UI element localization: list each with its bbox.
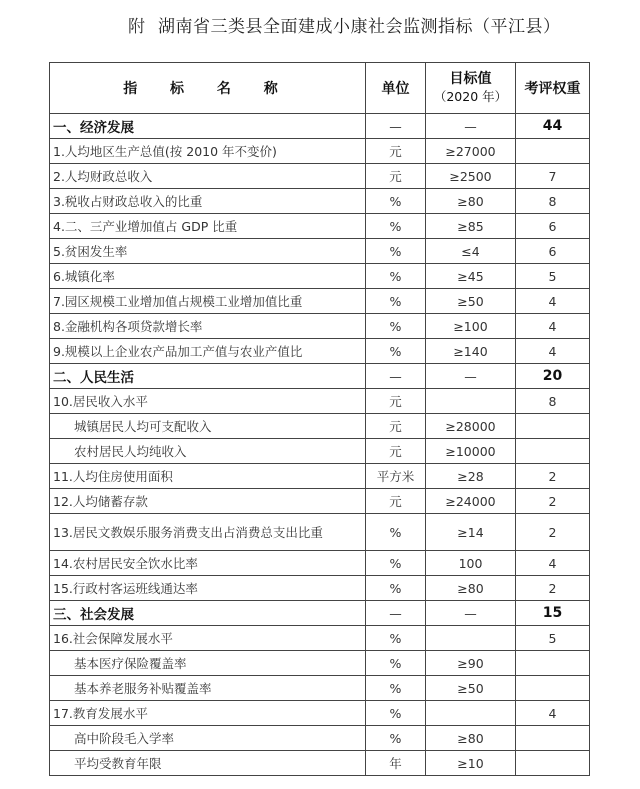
indicator-cell: 1.人均地区生产总值(按 2010 年不变价)	[50, 139, 366, 164]
target-cell: 100	[426, 551, 516, 576]
indicator-cell: 9.规模以上企业农产品加工产值与农业产值比	[50, 339, 366, 364]
weight-cell	[516, 414, 590, 439]
indicator-cell: 3.税收占财政总收入的比重	[50, 189, 366, 214]
target-cell: ≥14	[426, 514, 516, 551]
weight-cell: 2	[516, 514, 590, 551]
unit-cell: 元	[366, 164, 426, 189]
weight-cell	[516, 751, 590, 776]
table-row	[50, 701, 590, 726]
weight-cell: 4	[516, 551, 590, 576]
target-cell: ≥28000	[426, 414, 516, 439]
indicator-cell: 7.园区规模工业增加值占规模工业增加值比重	[50, 289, 366, 314]
table-row	[50, 164, 590, 189]
unit-cell: %	[366, 189, 426, 214]
header-weight: 考评权重	[516, 63, 590, 114]
target-cell: ≥140	[426, 339, 516, 364]
weight-cell	[516, 676, 590, 701]
weight-cell: 2	[516, 464, 590, 489]
title-text: 湖南省三类县全面建成小康社会监测指标（平江县）	[158, 17, 561, 37]
unit-cell: %	[366, 314, 426, 339]
indicator-cell: 4.二、三产业增加值占 GDP 比重	[50, 214, 366, 239]
table-row	[50, 339, 590, 364]
unit-cell: 元	[366, 389, 426, 414]
table-row	[50, 576, 590, 601]
header-target	[426, 63, 516, 114]
weight-cell: 2	[516, 576, 590, 601]
indicator-cell: 11.人均住房使用面积	[50, 464, 366, 489]
unit-cell: %	[366, 264, 426, 289]
target-cell: ≥28	[426, 464, 516, 489]
indicator-cell: 10.居民收入水平	[50, 389, 366, 414]
header-unit: 单位	[366, 63, 426, 114]
weight-cell: 5	[516, 264, 590, 289]
weight-cell: 15	[516, 601, 590, 626]
unit-cell: 元	[366, 439, 426, 464]
table-row	[50, 651, 590, 676]
unit-cell: 元	[366, 489, 426, 514]
weight-cell: 8	[516, 389, 590, 414]
unit-cell: %	[366, 676, 426, 701]
weight-cell: 6	[516, 239, 590, 264]
section-row	[50, 601, 590, 626]
indicator-cell: 15.行政村客运班线通达率	[50, 576, 366, 601]
target-cell: ≥90	[426, 651, 516, 676]
header-target-line1: 目标值	[449, 71, 492, 87]
unit-cell: %	[366, 514, 426, 551]
table-row	[50, 464, 590, 489]
indicator-cell: 6.城镇化率	[50, 264, 366, 289]
indicator-cell: 16.社会保障发展水平	[50, 626, 366, 651]
target-cell: ≥80	[426, 576, 516, 601]
weight-cell: 44	[516, 114, 590, 139]
target-cell	[426, 389, 516, 414]
document-title	[0, 12, 640, 42]
target-cell: ≥100	[426, 314, 516, 339]
indicator-cell: 17.教育发展水平	[50, 701, 366, 726]
table-row	[50, 414, 590, 439]
weight-cell: 4	[516, 289, 590, 314]
target-cell: ≥45	[426, 264, 516, 289]
weight-cell: 8	[516, 189, 590, 214]
weight-cell: 2	[516, 489, 590, 514]
weight-cell	[516, 651, 590, 676]
target-cell: ≥10	[426, 751, 516, 776]
table-row	[50, 314, 590, 339]
indicator-cell: 三、社会发展	[50, 601, 366, 626]
indicator-cell: 基本医疗保险覆盖率	[50, 651, 366, 676]
target-cell: —	[426, 114, 516, 139]
indicator-cell: 基本养老服务补贴覆盖率	[50, 676, 366, 701]
weight-cell: 20	[516, 364, 590, 389]
indicator-cell: 一、经济发展	[50, 114, 366, 139]
indicator-table	[49, 62, 590, 776]
weight-cell: 4	[516, 701, 590, 726]
indicator-cell: 二、人民生活	[50, 364, 366, 389]
target-cell: ≥2500	[426, 164, 516, 189]
unit-cell: %	[366, 726, 426, 751]
target-cell: ≥10000	[426, 439, 516, 464]
table-row	[50, 514, 590, 551]
target-cell	[426, 701, 516, 726]
table-row	[50, 289, 590, 314]
target-cell: ≥27000	[426, 139, 516, 164]
section-row	[50, 114, 590, 139]
weight-cell: 4	[516, 314, 590, 339]
table-row	[50, 676, 590, 701]
table-row	[50, 726, 590, 751]
header-target-line2: （2020 年）	[433, 89, 508, 104]
unit-cell: —	[366, 601, 426, 626]
unit-cell: %	[366, 551, 426, 576]
target-cell: ≤4	[426, 239, 516, 264]
unit-cell: —	[366, 364, 426, 389]
target-cell: ≥85	[426, 214, 516, 239]
indicator-cell: 8.金融机构各项贷款增长率	[50, 314, 366, 339]
indicator-cell: 平均受教育年限	[50, 751, 366, 776]
weight-cell	[516, 139, 590, 164]
table-row	[50, 489, 590, 514]
target-cell: ≥50	[426, 289, 516, 314]
indicator-cell: 12.人均储蓄存款	[50, 489, 366, 514]
indicator-cell: 14.农村居民安全饮水比率	[50, 551, 366, 576]
table-row	[50, 389, 590, 414]
table-row	[50, 264, 590, 289]
target-cell: —	[426, 364, 516, 389]
indicator-cell: 城镇居民人均可支配收入	[50, 414, 366, 439]
target-cell: ≥50	[426, 676, 516, 701]
indicator-cell: 农村居民人均纯收入	[50, 439, 366, 464]
unit-cell: %	[366, 339, 426, 364]
table-row	[50, 239, 590, 264]
target-cell: ≥24000	[426, 489, 516, 514]
unit-cell: —	[366, 114, 426, 139]
table-row	[50, 139, 590, 164]
unit-cell: 年	[366, 751, 426, 776]
unit-cell: 元	[366, 414, 426, 439]
target-cell: —	[426, 601, 516, 626]
indicator-cell: 5.贫困发生率	[50, 239, 366, 264]
table-row	[50, 189, 590, 214]
unit-cell: %	[366, 214, 426, 239]
weight-cell: 7	[516, 164, 590, 189]
weight-cell	[516, 439, 590, 464]
indicator-cell: 高中阶段毛入学率	[50, 726, 366, 751]
table-row	[50, 751, 590, 776]
table-body	[50, 114, 590, 776]
section-row	[50, 364, 590, 389]
unit-cell: %	[366, 576, 426, 601]
weight-cell	[516, 726, 590, 751]
unit-cell: %	[366, 651, 426, 676]
target-cell	[426, 626, 516, 651]
table-header-row	[50, 63, 590, 114]
unit-cell: %	[366, 701, 426, 726]
weight-cell: 4	[516, 339, 590, 364]
target-cell: ≥80	[426, 189, 516, 214]
unit-cell: 元	[366, 139, 426, 164]
unit-cell: %	[366, 289, 426, 314]
table-row	[50, 551, 590, 576]
unit-cell: %	[366, 626, 426, 651]
table-row	[50, 214, 590, 239]
target-cell: ≥80	[426, 726, 516, 751]
indicator-cell: 2.人均财政总收入	[50, 164, 366, 189]
title-prefix: 附	[128, 17, 145, 37]
indicator-cell: 13.居民文教娱乐服务消费支出占消费总支出比重	[50, 514, 366, 551]
table-row	[50, 626, 590, 651]
table-row	[50, 439, 590, 464]
weight-cell: 6	[516, 214, 590, 239]
unit-cell: 平方米	[366, 464, 426, 489]
unit-cell: %	[366, 239, 426, 264]
header-indicator: 指 标 名 称	[50, 63, 366, 114]
weight-cell: 5	[516, 626, 590, 651]
